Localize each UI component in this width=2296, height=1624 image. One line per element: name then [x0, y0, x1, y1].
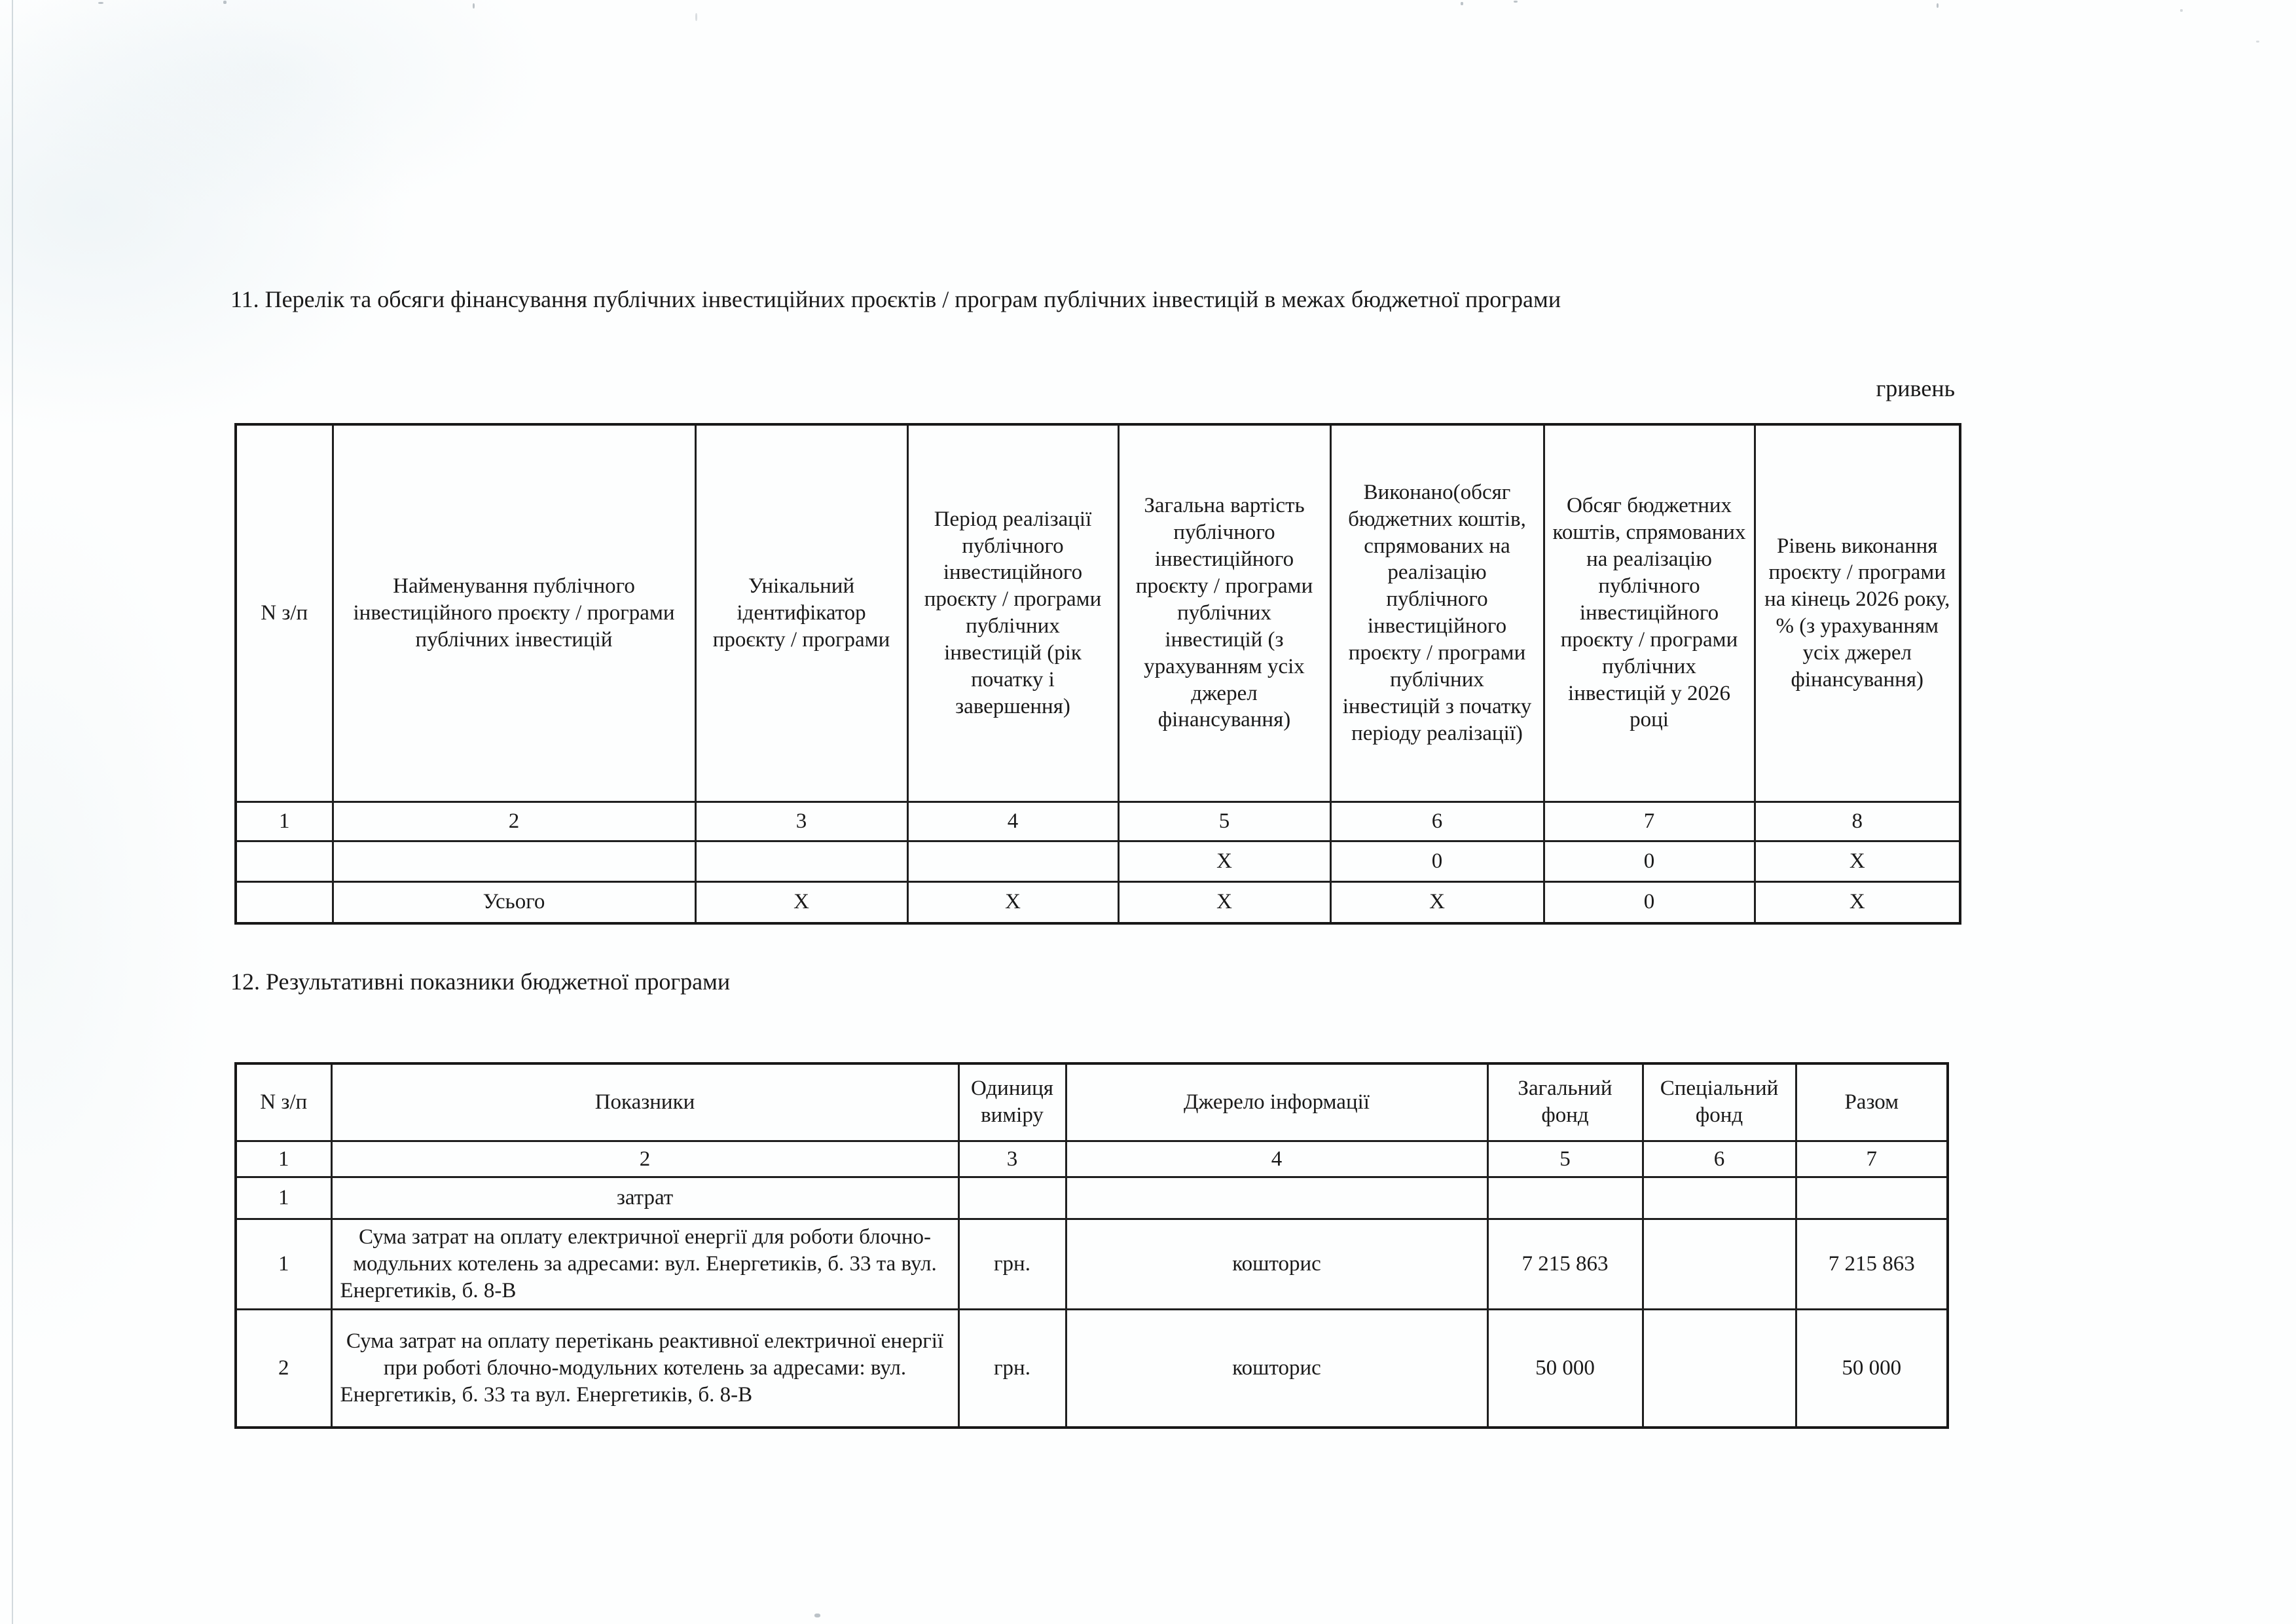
table1-cell: 0 [1544, 881, 1755, 923]
table1-number-cell: 1 [236, 802, 333, 841]
table2-row-number: 1 [236, 1219, 331, 1310]
table2-header-row [236, 1063, 1948, 1141]
table2-header-cell: Джерело інформації [1066, 1063, 1487, 1141]
table2-data-row [236, 1310, 1948, 1428]
table2-indicator-group: затрат [331, 1177, 958, 1219]
table1-cell [695, 841, 907, 881]
scan-speck [695, 13, 697, 21]
scan-speck [1937, 3, 1939, 8]
table2-group-row [236, 1177, 1948, 1219]
scan-speck [2180, 9, 2183, 12]
investment-projects-table [234, 423, 1961, 925]
table1-header-cell: Найменування публічного інвестиційного проєкту / програми публічних інвестицій [333, 424, 695, 802]
table2-header-cell: N з/п [236, 1063, 331, 1141]
table2-row-number: 1 [236, 1177, 331, 1219]
table2-source-cell: кошторис [1066, 1219, 1487, 1310]
table1-number-cell: 6 [1330, 802, 1544, 841]
scan-speck [2256, 41, 2259, 43]
table1-total-row [236, 881, 1960, 923]
table1-number-row [236, 802, 1960, 841]
scan-speck [1514, 1, 1518, 3]
table2-total-cell: 50 000 [1796, 1310, 1948, 1428]
table2-header-cell: Показники [331, 1063, 958, 1141]
table2-indicator-text: Сума затрат на оплату електричної енергії для роботи блочно-модульних котелень за адресами: вул. Енергетиків, б. 33 та вул. Енергетиків, б. 8-В [331, 1219, 958, 1310]
table1-number-cell: 2 [333, 802, 695, 841]
table2-indicator-text: Сума затрат на оплату перетікань реактивної електричної енергії при роботі блочно-модульних котелень за адресами: вул. Енергетиків, б. 33 та вул. Енергетиків, б. 8-В [331, 1310, 958, 1428]
table1-cell [236, 841, 333, 881]
table2-number-cell: 2 [331, 1141, 958, 1177]
table1-cell: X [907, 881, 1118, 923]
table2-cell [1643, 1177, 1796, 1219]
table2-number-cell: 1 [236, 1141, 331, 1177]
table1-header-cell: Рівень виконання проєкту / програми на кінець 2026 року, % (з урахуванням усіх джерел фінансування) [1755, 424, 1960, 802]
table1-header-cell: Унікальний ідентифікатор проєкту / програми [695, 424, 907, 802]
performance-indicators-table [234, 1062, 1949, 1429]
table1-cell: 0 [1330, 841, 1544, 881]
table1-header-cell: Обсяг бюджетних коштів, спрямованих на реалізацію публічного інвестиційного проєкту / програми публічних інвестицій у 2026 році [1544, 424, 1755, 802]
table1-header-cell: Загальна вартість публічного інвестиційного проєкту / програми публічних інвестицій (з урахуванням усіх джерел фінансування) [1118, 424, 1330, 802]
table1-cell: X [1755, 881, 1960, 923]
table2-special-fund-cell [1643, 1219, 1796, 1310]
table1-data-row [236, 841, 1960, 881]
section-12-title: 12. Результативні показники бюджетної програми [230, 969, 731, 995]
page-scan-edge-line [12, 0, 13, 1624]
table1-header-cell: Виконано(обсяг бюджетних коштів, спрямованих на реалізацію публічного інвестиційного проєкту / програми публічних інвестицій з початку періоду реалізації) [1330, 424, 1544, 802]
table1-cell [236, 881, 333, 923]
table2-header-cell: Одиниця виміру [958, 1063, 1066, 1141]
table1-cell [907, 841, 1118, 881]
table1-header-cell: N з/п [236, 424, 333, 802]
table2-cell [1487, 1177, 1643, 1219]
table2-header-cell: Разом [1796, 1063, 1948, 1141]
table1-header-cell: Період реалізації публічного інвестиційного проєкту / програми публічних інвестицій (рік початку і завершення) [907, 424, 1118, 802]
table2-cell [1066, 1177, 1487, 1219]
table2-header-cell: Спеціальний фонд [1643, 1063, 1796, 1141]
table1-number-cell: 3 [695, 802, 907, 841]
table2-data-row [236, 1219, 1948, 1310]
table2-number-cell: 3 [958, 1141, 1066, 1177]
scan-speck [473, 3, 475, 9]
table2-number-row [236, 1141, 1948, 1177]
table1-cell: X [1330, 881, 1544, 923]
table1-cell [333, 841, 695, 881]
table1-number-cell: 5 [1118, 802, 1330, 841]
scan-speck [223, 1, 227, 4]
table2-total-cell: 7 215 863 [1796, 1219, 1948, 1310]
section-11-title: 11. Перелік та обсяги фінансування публічних інвестиційних проєктів / програм публічних інвестицій в межах бюджетної програми [230, 286, 1561, 312]
table2-number-cell: 7 [1796, 1141, 1948, 1177]
table2-source-cell: кошторис [1066, 1310, 1487, 1428]
table1-cell: X [1755, 841, 1960, 881]
table2-unit-cell: грн. [958, 1219, 1066, 1310]
table2-general-fund-cell: 50 000 [1487, 1310, 1643, 1428]
table1-header-row [236, 424, 1960, 802]
table2-number-cell: 4 [1066, 1141, 1487, 1177]
table1-cell: X [1118, 841, 1330, 881]
table1-number-cell: 4 [907, 802, 1118, 841]
table1-number-cell: 8 [1755, 802, 1960, 841]
table1-total-label: Усього [333, 881, 695, 923]
scan-speck [98, 2, 103, 4]
table2-cell [958, 1177, 1066, 1219]
table1-cell: X [695, 881, 907, 923]
table2-number-cell: 5 [1487, 1141, 1643, 1177]
table2-row-number: 2 [236, 1310, 331, 1428]
currency-note: гривень [1876, 375, 1955, 401]
scan-speck [814, 1614, 820, 1617]
table2-number-cell: 6 [1643, 1141, 1796, 1177]
table2-special-fund-cell [1643, 1310, 1796, 1428]
table2-unit-cell: грн. [958, 1310, 1066, 1428]
scan-speck [1461, 2, 1463, 5]
table1-number-cell: 7 [1544, 802, 1755, 841]
table2-general-fund-cell: 7 215 863 [1487, 1219, 1643, 1310]
table2-cell [1796, 1177, 1948, 1219]
table1-cell: X [1118, 881, 1330, 923]
table1-cell: 0 [1544, 841, 1755, 881]
table2-header-cell: Загальний фонд [1487, 1063, 1643, 1141]
